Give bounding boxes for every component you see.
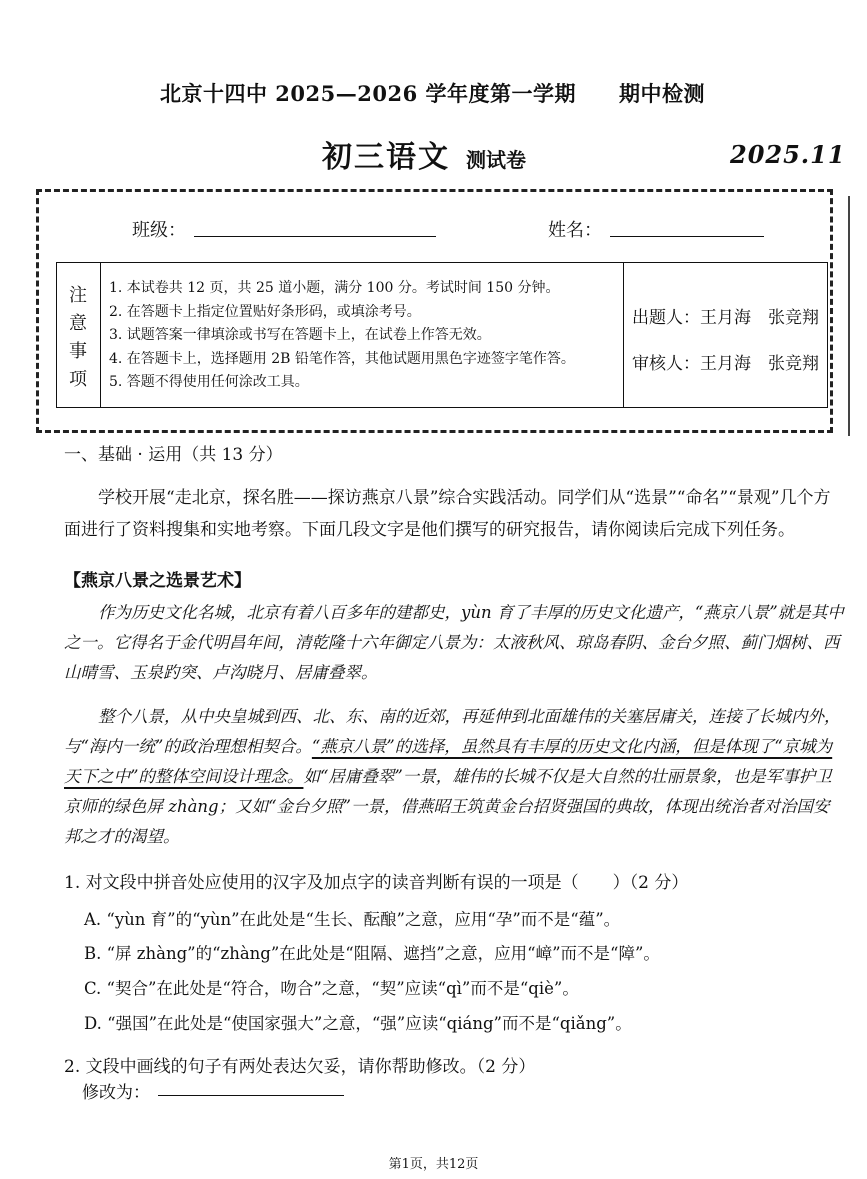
subsection-title: 【燕京八景之选景艺术】	[64, 571, 251, 591]
answer-line[interactable]	[158, 1095, 344, 1096]
notice-heading	[57, 263, 101, 407]
paper-title: 初三语文	[322, 140, 450, 175]
notice-item: 4. 在答题卡上，选择题用 2B 铅笔作答，其他试题用黑色字迹签字笔作答。	[109, 350, 575, 367]
report-paragraph-2	[64, 702, 844, 852]
question-1-option-a: A. “yùn 育”的“yùn”在此处是“生长、酝酿”之意，应用“孕”而不是“蕴”。	[84, 910, 621, 929]
notice-heading-char: 意	[69, 313, 87, 334]
notice-item: 3. 试题答案一律填涂或书写在答题卡上，在试卷上作答无效。	[109, 327, 491, 343]
page-footer: 第1页，共12页	[388, 1157, 479, 1172]
underlined-sentence: “燕京八景”的选择，虽然具有丰厚的历史文化内涵，但是体现了“京城为天下之中”的整体空间设计理念。	[64, 737, 833, 786]
exam-date: 2025.11	[730, 140, 846, 169]
section-title: 一、基础 · 运用（共 13 分）	[64, 445, 283, 465]
setter-line: 出题人：王月海 张竞翔	[632, 308, 819, 328]
authors-cell	[623, 263, 827, 407]
page-edge-mark	[848, 196, 862, 436]
question-1-stem: 1. 对文段中拼音处应使用的汉字及加点字的读音判断有误的一项是（ ）（2 分）	[64, 873, 689, 893]
reviewer-line: 审核人：王月海 张竞翔	[632, 354, 819, 374]
class-field[interactable]	[194, 216, 436, 237]
notice-heading-char: 事	[69, 341, 87, 362]
report-sentence: 整个八景，从中央皇城到西、北、东、南的近郊，再延伸到北面雄伟的关塞居庸关，连接了长城内外，与“海内一统”的政治理想相契合。	[64, 707, 841, 756]
class-label: 班级：	[132, 220, 186, 241]
question-1-option-d: D. “强国”在此处是“使国家强大”之意，“强”应读“qiáng”而不是“qiǎng”。	[84, 1014, 632, 1033]
notice-table	[56, 262, 828, 408]
report-paragraph-1: 作为历史文化名城，北京有着八百多年的建都史，yùn 育了丰厚的历史文化遗产，“燕京八景”就是其中之一。它得名于金代明昌年间，清乾隆十六年御定八景为：太液秋风、琼岛春阴、金台夕照、蓟门烟树、西山晴雪、玉泉趵突、卢沟晓月、居庸叠翠。	[64, 603, 844, 682]
question-2-stem: 2. 文段中画线的句子有两处表达欠妥，请你帮助修改。（2 分）	[64, 1057, 536, 1077]
name-label: 姓名：	[548, 220, 602, 241]
answer-label: 修改为：	[82, 1083, 150, 1103]
notice-item: 2. 在答题卡上指定位置贴好条形码，或填涂考号。	[109, 303, 421, 320]
paper-subtitle: 测试卷	[466, 148, 526, 172]
school-title: 北京十四中 2025—2026 学年度第一学期 期中检测	[160, 81, 706, 106]
question-1-option-b: B. “屏 zhàng”的“zhàng”在此处是“阻隔、遮挡”之意，应用“嶂”而不是“障”。	[84, 944, 660, 963]
question-1-option-c: C. “契合”在此处是“符合，吻合”之意，“契”应读“qì”而不是“qiè”。	[84, 979, 579, 998]
intro-paragraph: 学校开展“走北京，探名胜——探访燕京八景”综合实践活动。同学们从“选景”“命名”“景观”几个方面进行了资料搜集和实地考察。下面几段文字是他们撰写的研究报告，请你阅读后完成下列任务。	[64, 488, 831, 540]
report-sentence: 如“居庸叠翠”一景，雄伟的长城不仅是大自然的壮丽景象，也是军事护卫京师的绿色屏 zhàng；又如“金台夕照”一景，借燕昭王筑黄金台招贤强国的典故，体现出统治者对治国安邦之才的渴望。	[64, 767, 832, 846]
notice-list	[109, 277, 575, 395]
notice-item: 1. 本试卷共 12 页，共 25 道小题，满分 100 分。考试时间 150 分钟。	[109, 280, 560, 296]
notice-item: 5. 答题不得使用任何涂改工具。	[109, 374, 309, 390]
notice-heading-char: 注	[69, 285, 87, 306]
notice-heading-char: 项	[69, 369, 87, 390]
name-field[interactable]	[610, 216, 764, 237]
